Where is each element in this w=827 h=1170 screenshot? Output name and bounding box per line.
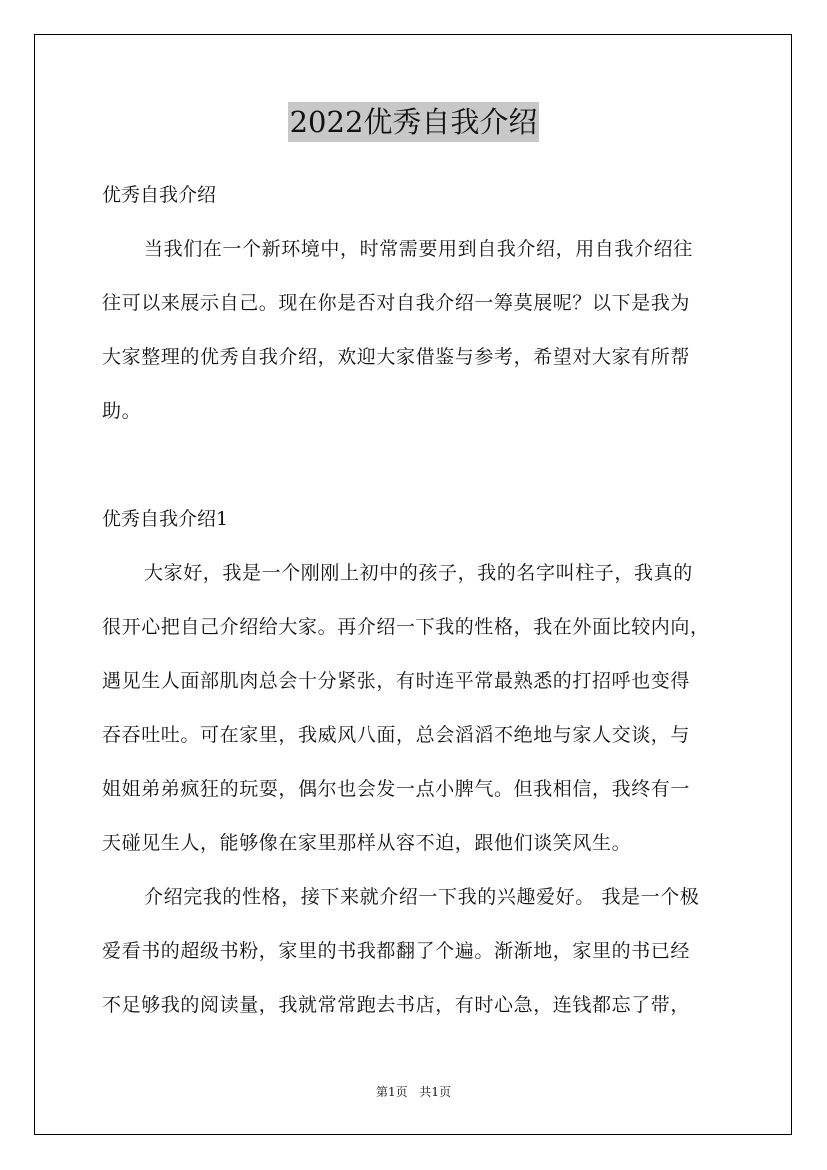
section1-para1-line-2: 很开心把自己介绍给大家。再介绍一下我的性格，我在外面比较内向，: [102, 616, 710, 638]
title-container: [0, 102, 827, 142]
section1-para1-line-1: 大家好，我是一个刚刚上初中的孩子，我的名字叫柱子，我真的: [144, 562, 693, 584]
page-total: 共1页: [419, 1085, 452, 1099]
section1-para1-line-4: 吞吞吐吐。可在家里，我威风八面，总会滔滔不绝地与家人交谈，与: [102, 724, 691, 746]
intro-heading: 优秀自我介绍: [102, 184, 217, 206]
page-footer: [0, 1084, 827, 1100]
section1-para1-line-6: 天碰见生人，能够像在家里那样从容不迫，跟他们谈笑风生。: [102, 832, 632, 854]
intro-line-1: 当我们在一个新环境中，时常需要用到自我介绍，用自我介绍往: [144, 238, 693, 260]
section1-heading: 优秀自我介绍1: [102, 508, 229, 530]
page-current: 第1页: [375, 1085, 408, 1099]
document-title: 2022优秀自我介绍: [288, 102, 540, 142]
section1-para2-line-3: 不足够我的阅读量，我就常常跑去书店，有时心急，连钱都忘了带，: [102, 994, 691, 1016]
intro-line-4: 助。: [102, 400, 142, 422]
section1-para1-line-5: 姐姐弟弟疯狂的玩耍，偶尔也会发一点小脾气。但我相信，我终有一: [102, 778, 691, 800]
section1-para1-line-3: 遇见生人面部肌肉总会十分紧张，有时连平常最熟悉的打招呼也变得: [102, 670, 691, 692]
intro-line-3: 大家整理的优秀自我介绍，欢迎大家借鉴与参考，希望对大家有所帮: [102, 346, 691, 368]
section1-para2-line-2: 爱看书的超级书粉，家里的书我都翻了个遍。渐渐地，家里的书已经: [102, 940, 691, 962]
section1-para2-line-1: 介绍完我的性格，接下来就介绍一下我的兴趣爱好。 我是一个极: [144, 886, 700, 908]
intro-line-2: 往可以来展示自己。现在你是否对自我介绍一筹莫展呢？以下是我为: [102, 292, 691, 314]
